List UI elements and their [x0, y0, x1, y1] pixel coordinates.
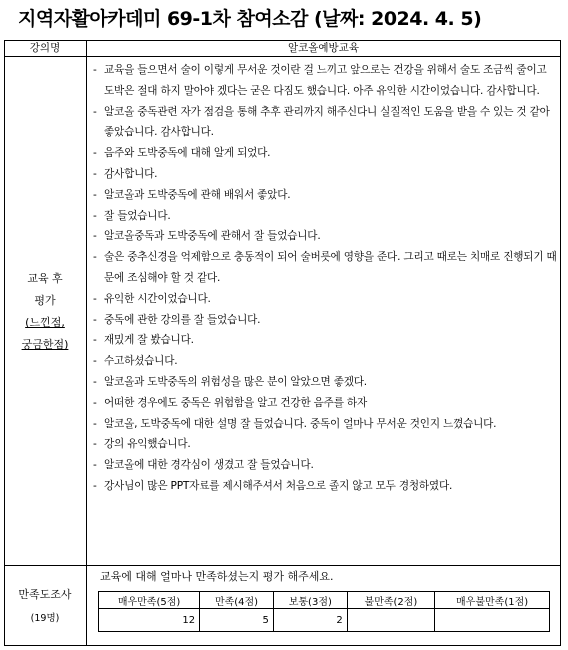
- comment-item: - 알코올 중독관련 자가 점검을 통해 추후 관리까지 해주신다니 실질적인 도움을 받을 수 있는 것 같아 좋았습니다. 감사합니다.: [90, 102, 558, 144]
- comment-item: - 강의 유익했습니다.: [90, 434, 558, 455]
- rating-header-cell: 매우불만족(1점): [435, 592, 550, 609]
- comment-item: - 어떠한 경우에도 중독은 위험함을 알고 건강한 음주를 하자: [90, 393, 558, 414]
- rating-value-cell: 2: [273, 609, 347, 632]
- comment-item: - 중독에 관한 강의를 잘 들었습니다.: [90, 310, 558, 331]
- comment-list: [90, 60, 558, 497]
- lecture-title: 알코올예방교육: [287, 42, 359, 54]
- respondent-count: (19명): [30, 613, 60, 624]
- comment-item: - 알코올과 도박중독의 위험성을 많은 분이 알았으면 좋겠다.: [90, 372, 558, 393]
- comment-item: - 알코올에 대한 경각심이 생겼고 잘 들었습니다.: [90, 455, 558, 476]
- comment-item: - 잘 들었습니다.: [90, 206, 558, 227]
- rating-value-cell: [435, 609, 550, 632]
- rating-table: [98, 591, 550, 632]
- rating-value-cell: 5: [200, 609, 274, 632]
- comment-item: - 재밌게 잘 봤습니다.: [90, 330, 558, 351]
- rating-header-cell: 매우만족(5점): [99, 592, 200, 609]
- comment-item: - 알코올과 도박중독에 관해 배워서 좋았다.: [90, 185, 558, 206]
- comment-item: - 감사합니다.: [90, 164, 558, 185]
- column-divider: [86, 40, 87, 646]
- section-divider: [4, 565, 561, 566]
- evaluation-label-line1: 교육 후: [27, 272, 63, 285]
- rating-value-row: [99, 609, 550, 632]
- comment-item: - 음주와 도박중독에 대해 알게 되었다.: [90, 143, 558, 164]
- comment-item: - 알코올, 도박중독에 대한 설명 잘 들었습니다. 중독이 얼마나 무서운 것인지 느꼈습니다.: [90, 414, 558, 435]
- rating-header-cell: 만족(4점): [200, 592, 274, 609]
- header-divider: [4, 56, 561, 57]
- rating-value-cell: [347, 609, 434, 632]
- comment-item: - 알코올중독과 도박중독에 관해서 잘 들었습니다.: [90, 226, 558, 247]
- rating-header-cell: 불만족(2점): [347, 592, 434, 609]
- evaluation-label-line3: (느낀점,: [25, 316, 65, 329]
- comment-item: - 교육을 들으면서 술이 이렇게 무서운 것이란 걸 느끼고 앞으로는 건강을 위해서 술도 조금씩 줄이고 도박은 절대 하지 말아야 겠다는 굳은 다짐도 했습니다. 아주 유익한 시간이었습니다. 감사합니다.: [90, 60, 558, 102]
- satisfaction-question: 교육에 대해 얼마나 만족하셨는지 평가 해주세요.: [100, 570, 334, 583]
- comment-item: - 강사님이 많은 PPT자료를 제시해주셔서 처음으로 졸지 않고 모두 경청하였다.: [90, 476, 558, 497]
- evaluation-label: [4, 268, 86, 356]
- satisfaction-label-text: 만족도조사: [18, 588, 72, 601]
- satisfaction-label: [4, 583, 86, 631]
- evaluation-label-line2: 평가: [34, 294, 56, 307]
- evaluation-label-line4: 궁금한점): [21, 338, 69, 351]
- rating-value-cell: 12: [99, 609, 200, 632]
- rating-header-row: [99, 592, 550, 609]
- comment-item: - 술은 중추신경을 억제함으로 충동적이 되어 술버릇에 영향을 준다. 그리고 때로는 치매로 진행되기 때문에 조심해야 할 것 같다.: [90, 247, 558, 289]
- page-title: 지역자활아카데미 69-1차 참여소감 (날짜: 2024. 4. 5): [18, 8, 482, 30]
- comment-item: - 유익한 시간이었습니다.: [90, 289, 558, 310]
- lecture-name-header: 강의명: [29, 42, 61, 54]
- rating-header-cell: 보통(3점): [273, 592, 347, 609]
- comment-item: - 수고하셨습니다.: [90, 351, 558, 372]
